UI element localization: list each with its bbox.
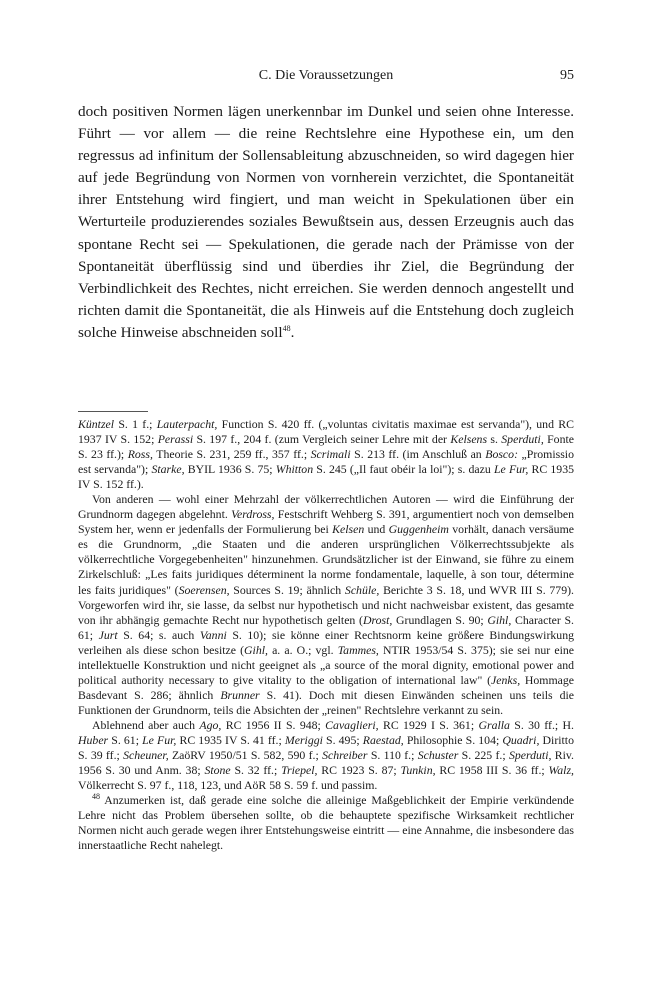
italic-text: Perassi [157,432,194,447]
italic-text: Scheuner, [123,748,169,763]
text-run: Sources S. 19; ähnlich [229,582,345,597]
body-paragraph [78,101,574,344]
text-run: S. 197 f., 204 f. (zum Vergleich seiner Lehre mit der [193,432,451,447]
text-run: Function S. 420 ff. („voluntas civitatis maximae est servanda"), und RC 1937 IV S. 152; [78,417,574,447]
italic-text: Stone [204,763,231,778]
text-run: Festschrift Wehberg S. 391, argumentiert noch von demselben System her, wenn er jedenfalls der Formulierung bei [78,507,574,537]
text-run: S. 61; [108,732,143,747]
text-run: Character S. 61; [78,612,574,642]
italic-text: Vanni [199,627,227,642]
text-run: Fonte S. 23 ff.); [78,432,574,462]
text-run: Völkerrecht S. 97 f., 118, 123, und AöR 58 S. 59 f. und passim. [78,778,378,793]
text-run: doch positiven Normen lägen unerkennbar im Dunkel und seien ohne Interesse. Führt — vor allem — die reine Rechtslehre eine Hypothese ein, um den regressus ad infinitum der Sollensableitung abzuschneiden, so wird dagegen hier auf jede Begründung von Normen von vornherein verzichtet, die Spontaneität ihrer Entstehung wird fingiert, und man weicht in Spekulationen über ein Werturteile produzierendes soziales Bewußtsein aus, dessen Erzeugnis auch das spontane Recht sei — Spekulationen, die gerade nach der Prämisse von der Spontaneität überflüssig sind und überdies ihr Ziel, die Begründung der Verbindlichkeit des Rechtes, nicht erreichen. Sie werden dennoch angestellt und richten damit die Spontaneität, die als Hinweis auf die Entstehung doch zugleich solche Hinweise abschneiden soll [78,103,574,341]
italic-text: Gralla [478,717,510,732]
footnote-marker: 48 [282,323,291,333]
italic-text: Verdross, [231,507,275,522]
text-run: RC 1958 III S. 36 ff.; [435,763,549,778]
text-run: s. [487,432,502,447]
italic-text: Schreiber [322,748,368,763]
italic-text: Le Fur, [493,462,529,477]
chapter-title: C. Die Voraussetzungen [258,68,394,83]
italic-text: Quadri, [502,732,540,747]
text-run: Grundlagen S. 90; [392,612,488,627]
italic-text: Gihl, [244,642,268,657]
italic-text: Guggenheim [388,522,449,537]
italic-text: Drost, [362,612,393,627]
text-run: S. 225 f.; [458,748,509,763]
text-run: S. 10); sie könne einer Rechtsnorm keine größere Bindungswirkung verleihen als diese schon besitze ( [78,627,574,657]
text-run: RC 1923 S. 87; [317,763,401,778]
text-run: ZaöRV 1950/51 S. 582, 590 f.; [168,748,323,763]
footnote-paragraph [78,793,574,853]
text-run: und [364,522,389,537]
italic-text: Bosco: [485,447,518,462]
italic-text: Gihl, [487,612,512,627]
italic-text: Scrimali [310,447,351,462]
text-run: Ablehnend aber auch [92,717,200,732]
footnote-paragraph [78,417,574,492]
italic-text: Kelsen [332,522,365,537]
footnote-separator [78,411,148,412]
footnote-marker: 48 [92,792,100,802]
italic-text: Jurt [98,627,118,642]
text-run: RC 1929 I S. 361; [378,717,479,732]
text-run: S. 32 ff.; [230,763,282,778]
running-header [78,68,574,88]
italic-text: Schuster [417,748,459,763]
text-run: S. 41). Doch mit diesen Einwänden scheinen uns teils die Funktionen der Grundnorm, teils die Absichten der „reinen" Rechtslehre verkannt zu sein. [78,687,574,717]
italic-text: Sperduti, [501,432,544,447]
italic-text: Le Fur, [142,732,177,747]
italic-text: Schüle, [344,582,380,597]
italic-text: Ross, [127,447,153,462]
text-run: . [290,323,295,341]
text-run: Hommage Basdevant S. 286; ähnlich [78,672,575,702]
text-run: S. 213 ff. (im Anschluß an [350,447,486,462]
text-run: Theorie S. 231, 259 ff., 357 ff.; [152,447,311,462]
text-run: Anzumerken ist, daß gerade eine solche die alleinige Maßgeblichkeit der Empirie verkündende Lehre nicht das Problem übersehen sollte, ob die behauptete spezifische Wirksamkeit rechtlicher Normen nicht auch gerade wegen ihrer Entstehungsweise eintritt — eine Annahme, die insbesondere das innerstaatliche Recht nahelegt. [78,793,574,853]
text-run: S. 30 ff.; H. [509,717,575,732]
text-run: Diritto S. 39 ff.; [78,732,574,763]
italic-text: Walz, [548,763,574,778]
italic-text: Starke, [151,462,185,477]
text-run: BYIL 1936 S. 75; [184,462,276,477]
italic-text: Jenks, [491,672,521,687]
text-run: Philosophie S. 104; [403,732,503,747]
text-run: a. a. O.; vgl. [267,642,338,657]
footnote-paragraph [78,718,574,793]
text-run: Berichte 3 S. 18, und WVR III S. 779). Vorgeworfen wird ihr, sie lasse, da selbst nur hypothetisch und nicht nachweisbar existent, das gesamte von ihr abhängig gemachte Recht nur hypothetisch gelten ( [78,582,574,627]
italic-text: Kelsens [450,432,488,447]
italic-text: Cavaglieri, [325,717,379,732]
italic-text: Brunner [220,687,260,702]
italic-text: Raestad, [362,732,404,747]
text-run: RC 1956 II S. 948; [221,717,326,732]
italic-text: Lauterpacht, [156,417,218,431]
text-run: S. 245 („Il faut obéir la loi"); s. dazu [313,462,494,477]
main-text [78,101,574,344]
text-run: RC 1935 IV S. 41 ff.; [176,732,285,747]
text-run: S. 1 f.; [114,417,157,431]
italic-text: Tunkin, [400,763,436,778]
text-run: S. 495; [322,732,363,747]
italic-text: Tammes, [337,642,379,657]
text-run: „Promissio est servanda"); [78,447,574,477]
text-run: RC 1935 IV S. 152 ff.). [78,462,574,492]
text-run: NTIR 1953/54 S. 375); sie sei nur eine intellektuelle Konstruktion und nicht geeignet als „a source of the moral dignity, emotional power and political authority necessary to give vitality to the obligation of international law" ( [78,642,575,687]
italic-text: Küntzel [78,417,115,431]
footnote-paragraph [78,492,574,718]
italic-text: Sperduti, [508,748,552,763]
text-run: S. 110 f.; [367,748,418,763]
italic-text: Huber [78,732,109,747]
italic-text: Meriggi [284,732,323,747]
italic-text: Soerensen, [178,582,230,597]
italic-text: Triepel, [281,763,318,778]
italic-text: Ago, [199,717,222,732]
text-run: Riv. 1956 S. 30 und Anm. 38; [78,748,574,778]
footnotes [78,417,574,853]
text-run: vorhält, danach versäume es die Grundnorm, „die Staaten und die anderen ursprünglichen Völkerrechtssubjekte als völkerrechtliche Vorgegebenheiten" hinzunehmen. Grundsätzlicher ist der Einwand, sie führe zu einem Zirkelschluß: „Les faits juridiques déterminent la norme fondamentale, laquelle, à son tour, détermine les faits juridiques" ( [78,522,574,597]
text-run: S. 64; s. auch [117,627,200,642]
italic-text: Whitton [275,462,314,477]
text-run: Von anderen — wohl einer Mehrzahl der völkerrechtlichen Autoren — wird die Einführung der Grundnorm dagegen abgelehnt. [78,492,574,522]
page-number: 95 [560,68,574,83]
